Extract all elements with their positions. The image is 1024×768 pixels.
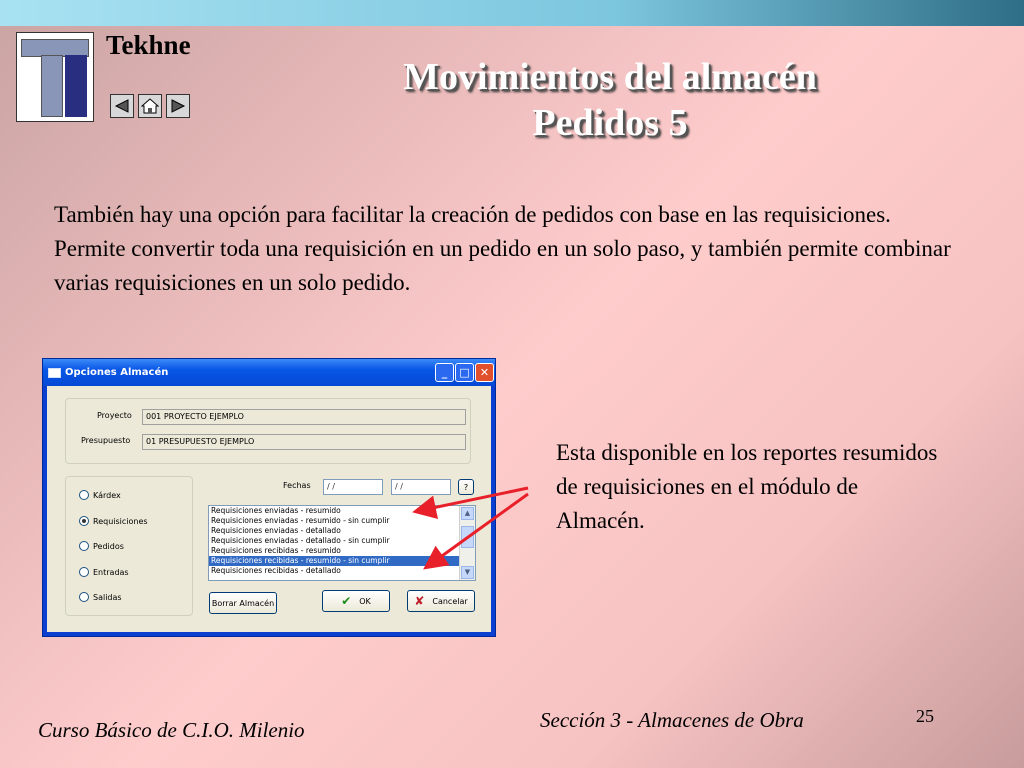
list-item[interactable]: Requisiciones enviadas - detallado - sin cumplir [211, 536, 390, 545]
footer-section: Sección 3 - Almacenes de Obra [540, 708, 804, 732]
radio-kardex[interactable]: Kárdex [79, 490, 121, 500]
fecha-desde-field[interactable]: / / [323, 479, 383, 495]
scroll-down-icon[interactable]: ▼ [461, 566, 474, 579]
fechas-label: Fechas [283, 481, 311, 490]
radio-salidas[interactable]: Salidas [79, 592, 122, 602]
cancel-button[interactable]: ✘ Cancelar [407, 590, 475, 612]
presupuesto-label: Presupuesto [81, 436, 131, 445]
list-item[interactable]: Requisiciones enviadas - resumido [211, 506, 341, 515]
list-item-selected[interactable]: Requisiciones recibidas - resumido - sin cumplir [209, 556, 475, 566]
presupuesto-field[interactable]: 01 PRESUPUESTO EJEMPLO [142, 434, 466, 450]
radio-pedidos[interactable]: Pedidos [79, 541, 124, 551]
side-note: Esta disponible en los reportes resumidos de requisiciones en el módulo de Almacén. [556, 440, 938, 533]
minimize-button[interactable]: _ [435, 363, 454, 382]
ok-button[interactable]: ✔ OK [322, 590, 390, 612]
borrar-almacen-button[interactable]: Borrar Almacén [209, 592, 277, 614]
close-button[interactable]: ✕ [475, 363, 494, 382]
page-number: 25 [916, 706, 934, 726]
intro-paragraph: También hay una opción para facilitar la creación de pedidos con base en las requisiciones. Permite convertir toda una requisición en un pedido en un solo paso, y también permite combinar varias requisiciones en un solo pedido. [54, 202, 951, 295]
proyecto-label: Proyecto [97, 411, 132, 420]
fecha-hasta-field[interactable]: / / [391, 479, 451, 495]
list-item[interactable]: Requisiciones enviadas - detallado [211, 526, 341, 535]
x-icon: ✘ [414, 594, 425, 608]
list-item[interactable]: Requisiciones recibidas - resumido [211, 546, 341, 555]
radio-requisiciones[interactable]: Requisiciones [79, 516, 148, 526]
help-button[interactable]: ? [458, 479, 474, 495]
brand-name: Tekhne [106, 30, 191, 60]
check-icon: ✔ [341, 594, 352, 608]
dialog-title: Opciones Almacén [65, 367, 169, 378]
list-item[interactable]: Requisiciones recibidas - detallado [211, 566, 341, 575]
title-line-1: Movimientos del almacén [403, 56, 817, 98]
title-line-2: Pedidos 5 [532, 102, 688, 144]
radio-entradas[interactable]: Entradas [79, 567, 129, 577]
list-item[interactable]: Requisiciones enviadas - resumido - sin cumplir [211, 516, 390, 525]
scroll-up-icon[interactable]: ▲ [461, 507, 474, 520]
proyecto-field[interactable]: 001 PROYECTO EJEMPLO [142, 409, 466, 425]
maximize-button[interactable]: □ [455, 363, 474, 382]
footer-course: Curso Básico de C.I.O. Milenio [38, 718, 305, 742]
